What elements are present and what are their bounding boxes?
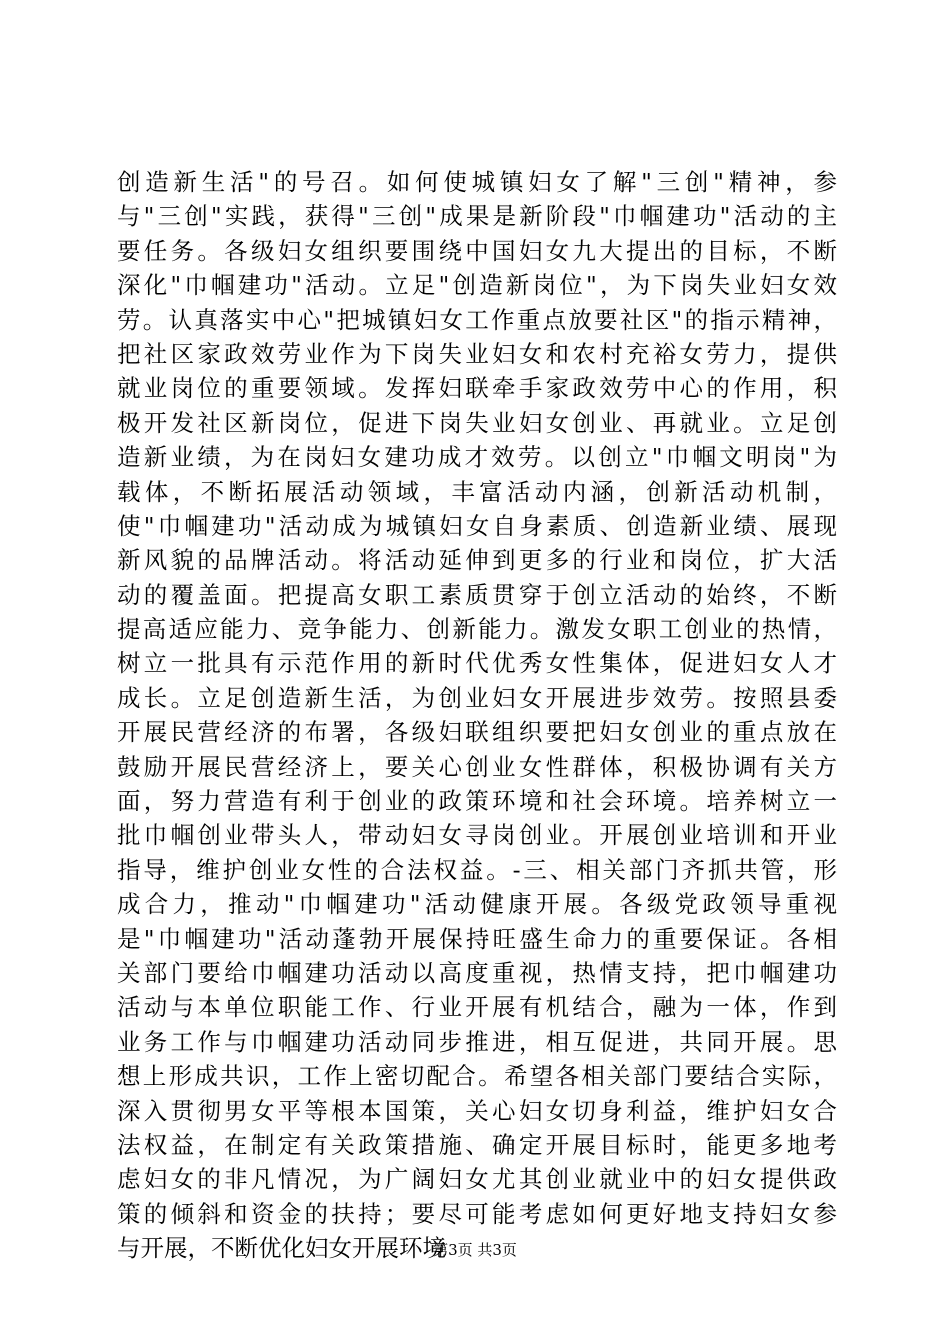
text-line: 法权益，在制定有关政策措施、确定开展目标时，能更多地考 — [117, 1130, 837, 1159]
text-line: 就业岗位的重要领域。发挥妇联牵手家政效劳中心的作用，积 — [117, 374, 837, 403]
text-line: 要任务。各级妇女组织要围绕中国妇女九大提出的目标，不断 — [117, 236, 837, 265]
text-line: 深入贯彻男女平等根本国策，关心妇女切身利益，维护妇女合 — [117, 1096, 837, 1125]
text-line: 提高适应能力、竞争能力、创新能力。激发女职工创业的热情， — [117, 615, 837, 644]
page-footer — [0, 1240, 950, 1260]
text-line: 深化"巾帼建功"活动。立足"创造新岗位"，为下岗失业妇女效 — [117, 271, 837, 300]
text-line: 树立一批具有示范作用的新时代优秀女性集体，促进妇女人才 — [117, 649, 837, 678]
text-line: 虑妇女的非凡情况，为广阔妇女尤其创业就业中的妇女提供政 — [117, 1165, 837, 1194]
text-line: 创造新生活"的号召。如何使城镇妇女了解"三创"精神，参 — [117, 168, 837, 196]
text-line: 与开展，不断优化妇女开展环境 — [117, 1234, 446, 1263]
text-line: 开展民营经济的布署，各级妇联组织要把妇女创业的重点放在 — [117, 718, 837, 747]
text-line: 批巾帼创业带头人，带动妇女寻岗创业。开展创业培训和开业 — [117, 821, 837, 850]
text-line: 使"巾帼建功"活动成为城镇妇女自身素质、创造新业绩、展现 — [117, 511, 837, 540]
text-line: 活动与本单位职能工作、行业开展有机结合，融为一体，作到 — [117, 993, 837, 1022]
page-number-label: 第3页 共3页 — [433, 1241, 517, 1259]
text-line: 动的覆盖面。把提高女职工素质贯穿于创立活动的始终，不断 — [117, 580, 837, 609]
text-line: 鼓励开展民营经济上，要关心创业女性群体，积极协调有关方 — [117, 752, 837, 781]
text-line: 指导，维护创业女性的合法权益。-三、相关部门齐抓共管，形 — [117, 855, 837, 884]
text-line: 成长。立足创造新生活，为创业妇女开展进步效劳。按照县委 — [117, 683, 837, 712]
text-line: 劳。认真落实中心"把城镇妇女工作重点放要社区"的指示精神， — [117, 305, 837, 334]
text-line: 新风貌的品牌活动。将活动延伸到更多的行业和岗位，扩大活 — [117, 546, 837, 575]
text-line: 把社区家政效劳业作为下岗失业妇女和农村充裕女劳力，提供 — [117, 339, 837, 368]
body-paragraph — [117, 165, 837, 1266]
text-line: 关部门要给巾帼建功活动以高度重视，热情支持，把巾帼建功 — [117, 958, 837, 987]
text-line: 业务工作与巾帼建功活动同步推进，相互促进，共同开展。思 — [117, 1027, 837, 1056]
text-line: 面，努力营造有利于创业的政策环境和社会环境。培养树立一 — [117, 787, 837, 816]
text-line: 载体，不断拓展活动领域，丰富活动内涵，创新活动机制， — [117, 477, 837, 506]
text-line: 是"巾帼建功"活动蓬勃开展保持旺盛生命力的重要保证。各相 — [117, 924, 837, 953]
text-line: 策的倾斜和资金的扶持；要尽可能考虑如何更好地支持妇女参 — [117, 1199, 837, 1228]
text-line: 造新业绩，为在岗妇女建功成才效劳。以创立"巾帼文明岗"为 — [117, 443, 837, 472]
text-line: 想上形成共识，工作上密切配合。希望各相关部门要结合实际， — [117, 1062, 837, 1091]
text-line: 成合力，推动"巾帼建功"活动健康开展。各级党政领导重视 — [117, 890, 837, 919]
text-line: 与"三创"实践，获得"三创"成果是新阶段"巾帼建功"活动的主 — [117, 202, 837, 231]
text-line: 极开发社区新岗位，促进下岗失业妇女创业、再就业。立足创 — [117, 408, 837, 437]
